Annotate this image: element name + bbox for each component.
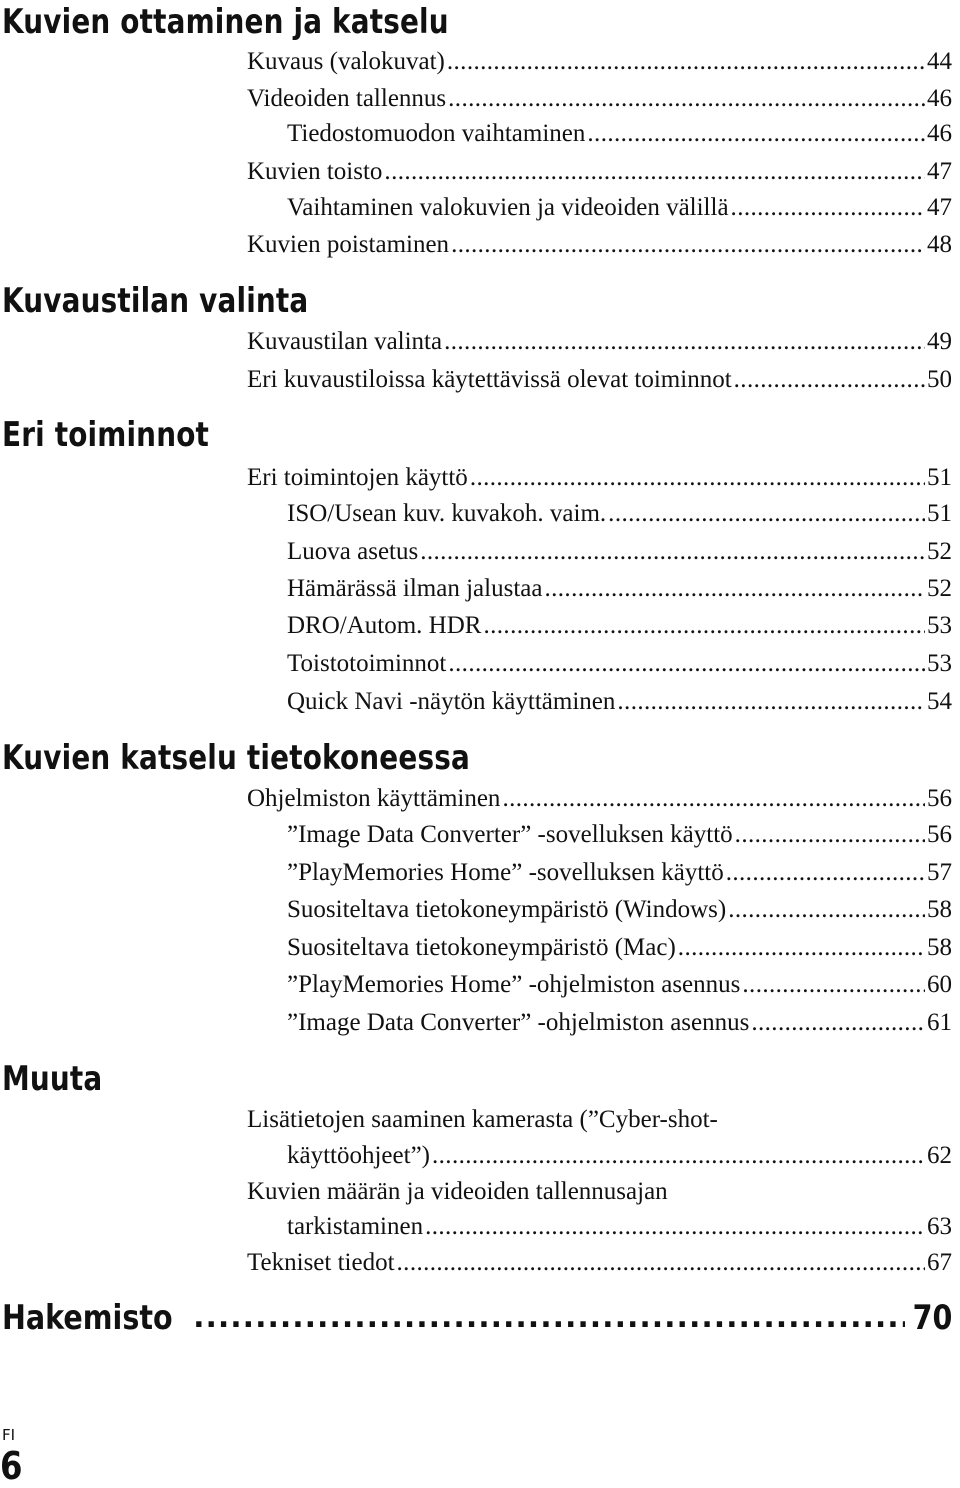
dot-leader <box>425 1211 925 1243</box>
toc-entry-title: ”Image Data Converter” -ohjelmiston asennus <box>287 1009 750 1036</box>
toc-entry[interactable] <box>247 326 952 358</box>
index-title: Hakemisto <box>2 1298 173 1338</box>
toc-subentry[interactable] <box>287 932 952 964</box>
dot-leader <box>617 686 925 718</box>
index-page: 70 <box>912 1298 952 1338</box>
toc-subentry[interactable] <box>287 573 952 605</box>
toc-entry[interactable] <box>247 364 952 396</box>
toc-entry-title: Suositeltava tietokoneympäristö (Windows) <box>287 896 727 923</box>
toc-entry[interactable] <box>247 156 952 188</box>
dot-leader <box>384 156 925 188</box>
toc-subentry[interactable] <box>287 648 952 680</box>
toc-entry-page: 52 <box>927 575 952 602</box>
dot-leader <box>731 192 925 224</box>
toc-entry-title: Hämärässä ilman jalustaa <box>287 575 543 602</box>
toc-entry-title: ISO/Usean kuv. kuvakoh. vaim. <box>287 500 607 527</box>
dot-leader <box>544 573 925 605</box>
toc-entry-page: 61 <box>927 1009 952 1036</box>
toc-entry-page: 49 <box>927 328 952 355</box>
toc-entry-title: Luova asetus <box>287 538 419 565</box>
toc-entry-title: Eri toimintojen käyttö <box>247 464 468 491</box>
page-number: 6 <box>0 1444 23 1488</box>
dot-leader <box>420 536 925 568</box>
toc-entry-page: 58 <box>927 934 952 961</box>
toc-entry-page: 53 <box>927 612 952 639</box>
toc-entry[interactable] <box>247 783 952 815</box>
toc-entry-title: Ohjelmiston käyttäminen <box>247 785 501 812</box>
toc-entry-title: Kuvaustilan valinta <box>247 328 443 355</box>
toc-entry-page: 56 <box>927 785 952 812</box>
dot-leader <box>448 648 925 680</box>
toc-entry-page: 47 <box>927 194 952 221</box>
toc-entry-page: 51 <box>927 464 952 491</box>
toc-entry-title: Tekniset tiedot <box>247 1249 395 1276</box>
toc-subentry[interactable] <box>287 1007 952 1039</box>
dot-leader <box>470 462 925 494</box>
toc-entry-title: Kuvien toisto <box>247 158 383 185</box>
toc-entry-page: 63 <box>927 1213 952 1240</box>
toc-entry-page: 60 <box>927 971 952 998</box>
toc-entry[interactable] <box>287 1140 952 1172</box>
toc-subentry[interactable] <box>287 686 952 718</box>
toc-entry[interactable] <box>287 1211 952 1243</box>
toc-entry-page: 51 <box>927 500 952 527</box>
toc-entry-title: Eri kuvaustiloissa käytettävissä olevat toiminnot <box>247 366 732 393</box>
dot-leader <box>742 969 925 1001</box>
dot-leader <box>448 83 925 115</box>
toc-entry-title: Kuvaus (valokuvat) <box>247 48 445 75</box>
toc-entry-page: 47 <box>927 158 952 185</box>
dot-leader <box>451 229 925 261</box>
toc-subentry[interactable] <box>287 192 952 224</box>
dot-leader <box>432 1140 925 1172</box>
dot-leader <box>483 610 925 642</box>
dot-leader <box>502 783 925 815</box>
toc-entry-title: Quick Navi -näytön käyttäminen <box>287 688 616 715</box>
toc-entry-title-line1[interactable]: Kuvien määrän ja videoiden tallennusajan <box>247 1178 668 1205</box>
dot-leader <box>751 1007 925 1039</box>
toc-entry-title: Suositeltava tietokoneympäristö (Mac) <box>287 934 676 961</box>
toc-entry-page: 58 <box>927 896 952 923</box>
toc-entry-title: Kuvien poistaminen <box>247 231 450 258</box>
toc-entry-page: 48 <box>927 231 952 258</box>
dot-leader <box>735 819 925 851</box>
dot-leader <box>608 498 925 530</box>
toc-entry-title-line2: tarkistaminen <box>287 1213 424 1240</box>
dot-leader <box>678 932 925 964</box>
toc-entry[interactable] <box>247 46 952 78</box>
dot-leader <box>447 46 925 78</box>
dot-leader <box>587 118 925 150</box>
toc-subentry[interactable] <box>287 857 952 889</box>
section-heading: Kuvien ottaminen ja katselu <box>2 2 449 42</box>
toc-entry[interactable] <box>247 83 952 115</box>
toc-entry-title: Toistotoiminnot <box>287 650 447 677</box>
toc-subentry[interactable] <box>287 610 952 642</box>
toc-entry-page: 56 <box>927 821 952 848</box>
dot-leader <box>728 894 925 926</box>
toc-entry-page: 50 <box>927 366 952 393</box>
section-heading: Eri toiminnot <box>2 415 210 455</box>
toc-entry-title: Videoiden tallennus <box>247 85 447 112</box>
dot-leader <box>726 857 925 889</box>
toc-entry[interactable] <box>247 229 952 261</box>
toc-entry-page: 46 <box>927 85 952 112</box>
toc-entry-page: 54 <box>927 688 952 715</box>
toc-entry-title: Vaihtaminen valokuvien ja videoiden välillä <box>287 194 729 221</box>
toc-entry-page: 62 <box>927 1142 952 1169</box>
toc-subentry[interactable] <box>287 118 952 150</box>
toc-entry[interactable] <box>247 462 952 494</box>
section-heading: Kuvien katselu tietokoneessa <box>2 738 470 778</box>
language-code: FI <box>2 1426 16 1444</box>
dot-leader <box>444 326 925 358</box>
toc-entry-title: ”PlayMemories Home” -ohjelmiston asennus <box>287 971 741 998</box>
toc-entry-page: 44 <box>927 48 952 75</box>
toc-entry-page: 67 <box>927 1249 952 1276</box>
index-entry[interactable] <box>2 1296 952 1340</box>
toc-entry-title: ”Image Data Converter” -sovelluksen käyttö <box>287 821 733 848</box>
dot-leader <box>193 1296 905 1340</box>
toc-entry-page: 46 <box>927 120 952 147</box>
toc-entry[interactable] <box>247 1247 952 1279</box>
dot-leader <box>397 1247 925 1279</box>
toc-entry-page: 52 <box>927 538 952 565</box>
toc-subentry[interactable] <box>287 894 952 926</box>
toc-entry-title: DRO/Autom. HDR <box>287 612 482 639</box>
dot-leader <box>734 364 925 396</box>
toc-entry-page: 53 <box>927 650 952 677</box>
section-heading: Muuta <box>2 1059 103 1099</box>
toc-entry-title-line1[interactable]: Lisätietojen saaminen kamerasta (”Cyber-shot- <box>247 1106 718 1133</box>
toc-subentry[interactable] <box>287 819 952 851</box>
toc-subentry[interactable] <box>287 536 952 568</box>
toc-entry-title: Tiedostomuodon vaihtaminen <box>287 120 586 147</box>
section-heading: Kuvaustilan valinta <box>2 281 309 321</box>
toc-entry-title-line2: käyttöohjeet”) <box>287 1142 430 1169</box>
toc-subentry[interactable] <box>287 969 952 1001</box>
toc-subentry[interactable] <box>287 498 952 530</box>
toc-entry-page: 57 <box>927 859 952 886</box>
toc-entry-title: ”PlayMemories Home” -sovelluksen käyttö <box>287 859 724 886</box>
